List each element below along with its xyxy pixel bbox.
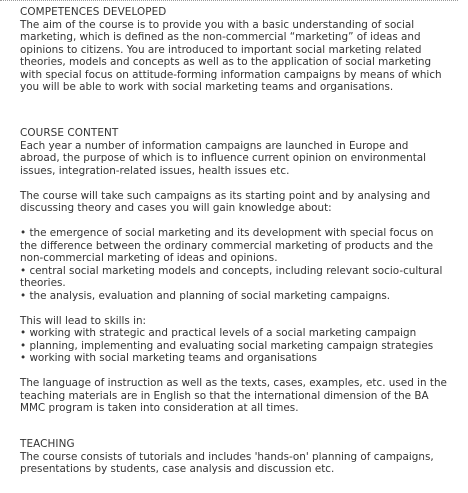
paragraph-spacer — [20, 215, 450, 228]
competences-section — [20, 6, 450, 94]
skills-list-item: • working with strategic and practical levels of a social marketing campaign — [20, 327, 450, 340]
teaching-heading: TEACHING — [20, 438, 75, 450]
skills-list-item: • planning, implementing and evaluating social marketing campaign strategies — [20, 340, 450, 353]
skills-lead: This will lead to skills in: — [20, 314, 147, 327]
paragraph-spacer — [20, 365, 450, 378]
course-content-lead: The course will take such campaigns as its starting point and by analysing and discussing theory and cases you will gain knowledge about: — [20, 189, 431, 214]
course-content-section — [20, 127, 450, 415]
top-dotted-divider — [0, 0, 458, 1]
competences-heading: COMPETENCES DEVELOPED — [20, 6, 167, 18]
knowledge-list — [20, 227, 450, 302]
skills-list-item: • working with social marketing teams and organisations — [20, 352, 450, 365]
knowledge-list-item: • central social marketing models and concepts, including relevant socio-cultural theories. — [20, 265, 450, 290]
paragraph-spacer — [20, 302, 450, 315]
skills-list — [20, 327, 450, 365]
knowledge-list-item: • the analysis, evaluation and planning of social marketing campaigns. — [20, 290, 450, 303]
paragraph-spacer — [20, 177, 450, 190]
competences-paragraph: The aim of the course is to provide you with a basic understanding of social marketing, which is defined as the non-commercial “marketing” of ideas and opinions to citizens. You are introduced to important social marketing related theories, models and concepts as well as to the application of social marketing with special focus on attitude-forming information campaigns by means of which you will be able to work with social marketing teams and organisations. — [20, 18, 442, 93]
course-content-intro: Each year a number of information campaigns are launched in Europe and abroad, the purpose of which is to influence current opinion on environmental issues, integration-related issues, health issues etc. — [20, 139, 427, 177]
course-content-heading: COURSE CONTENT — [20, 127, 119, 139]
knowledge-list-item: • the emergence of social marketing and its development with special focus on the difference between the ordinary commercial marketing of products and the non-commercial marketing of ideas and opinions. — [20, 227, 450, 265]
language-paragraph: The language of instruction as well as the texts, cases, examples, etc. used in the teaching materials are in English so that the international dimension of the BA MMC program is taken into consideration at all times. — [20, 377, 447, 414]
teaching-paragraph: The course consists of tutorials and includes 'hands-on' planning of campaigns, presentations by students, case analysis and discussion etc. — [20, 450, 434, 475]
teaching-section — [20, 438, 450, 476]
